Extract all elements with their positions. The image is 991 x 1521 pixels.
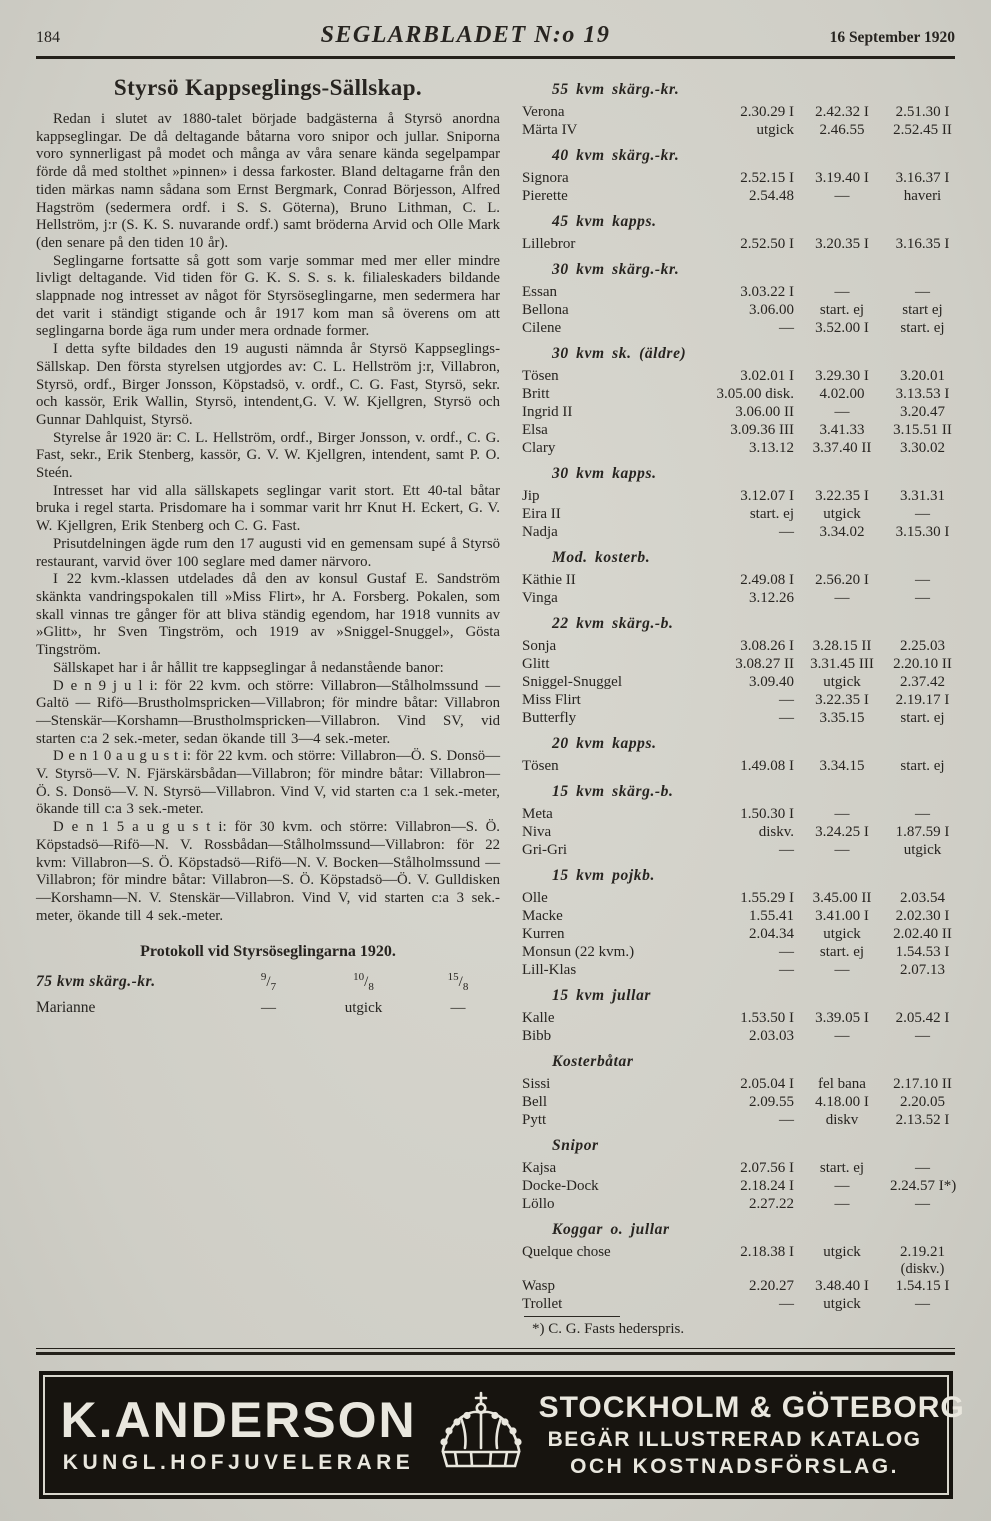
ad-company-subtitle: KUNGL.HOFJUVELERARE xyxy=(62,1451,415,1474)
crown-icon xyxy=(429,1390,533,1481)
boat-name: Käthie II xyxy=(522,572,576,588)
result-col3: 2.19.17 I xyxy=(895,692,950,708)
result-col1: 2.07.56 I xyxy=(740,1160,794,1176)
result-col2: — xyxy=(834,806,850,822)
section-heading: 30 kvm sk. (äldre) xyxy=(552,345,687,362)
result-row xyxy=(522,1177,955,1195)
result-col1: 2.20.27 xyxy=(749,1278,794,1294)
boat-name: Docke-Dock xyxy=(522,1178,599,1194)
footnote-rule xyxy=(524,1316,620,1317)
result-col3: — xyxy=(915,284,930,300)
result-col3: 2.24.57 I*) xyxy=(890,1178,957,1194)
ad-line2: BEGÄR ILLUSTRERAD KATALOG xyxy=(547,1428,922,1451)
page-header xyxy=(36,22,955,49)
result-col1: utgick xyxy=(756,122,794,138)
result-col1: 2.03.03 xyxy=(749,1028,794,1044)
paragraph: Sällskapet har i år hållit tre kappseglingar å nedanstående banor: xyxy=(53,659,444,676)
result-col3: 2.02.40 II xyxy=(893,926,952,942)
result-row xyxy=(522,319,955,337)
result-row xyxy=(522,691,955,709)
paragraph: I 22 kvm.-klassen utdelades då den av konsul Gustaf E. Sandström skänkta vandringspokalen till »Miss Flirt», hr A. Forsberg. Pokalen, som skall vinnas tre gånger för att bliva ständig egendom, har 1918 vunnits av »Glitt», hr Sven Tingström, och 1919 av »Sniggel-Snuggel», Gösta Tingström. xyxy=(36,571,500,659)
result-col3: — xyxy=(915,1296,930,1312)
result-col1: 3.13.12 xyxy=(749,440,794,456)
result-row xyxy=(522,961,955,979)
result-col1: 2.52.50 I xyxy=(740,236,794,252)
result-col3: 1.87.59 I xyxy=(895,824,950,840)
result-col1: — xyxy=(779,320,794,336)
result-col3: 3.16.35 I xyxy=(895,236,950,252)
result-col2: start. ej xyxy=(819,302,865,318)
result-col1: 2.52.15 I xyxy=(740,170,794,186)
boat-name: Niva xyxy=(522,824,552,840)
result-row xyxy=(522,103,955,121)
result-col1: 2.54.48 xyxy=(749,188,794,204)
result-row xyxy=(522,841,955,859)
boat-name: Eira II xyxy=(522,506,561,522)
result-col2: 4.18.00 I xyxy=(815,1094,869,1110)
result-col1: 2.09.55 xyxy=(749,1094,794,1110)
result-col2: 3.45.00 II xyxy=(812,890,872,906)
boat-name: Quelque chose xyxy=(522,1244,611,1260)
result-col1: 3.08.26 I xyxy=(740,638,794,654)
protokoll-date-col-1: $^9/_7$ xyxy=(260,971,277,994)
result-col3: 3.15.30 I xyxy=(895,524,950,540)
paragraph: Styrelse år 1920 är: C. L. Hellström, ordf., Birger Jonsson, v. ordf., C. G. Fast, sekr., Erik Stenberg, kassör, G. V. W. Kjellgren, intendent, samt P. O. Steén. xyxy=(36,429,500,482)
result-row xyxy=(522,505,955,523)
result-col2: — xyxy=(834,842,850,858)
result-col3: 1.54.15 I xyxy=(895,1278,950,1294)
boat-name: Kurren xyxy=(522,926,565,942)
masthead-title: SEGLARBLADET N:o 19 xyxy=(320,22,611,48)
result-col2: 3.24.25 I xyxy=(815,824,869,840)
result-col2: 3.31.45 III xyxy=(810,656,874,672)
paragraph: D e n 1 0 a u g u s t i: för 22 kvm. och större: Villabron—Ö. S. Donsö—V. Styrsö—V. N. Fjärskärsbådan—Villabron; för mindre båtar: Villabron—Ö. S. Donsö—V. N. Styrsö—Villabron. Vind V, vid starten c:a 1 sek.-meter, ökande till c:a 3 sek.-meter. xyxy=(36,748,500,818)
result-row xyxy=(522,169,955,187)
result-col2: utgick xyxy=(823,926,861,942)
result-row xyxy=(522,571,955,589)
result-col2: utgick xyxy=(823,1244,861,1260)
date-numerator: 10 xyxy=(353,971,365,984)
result-col1: 3.02.01 I xyxy=(740,368,794,384)
result-col2: — xyxy=(834,590,850,606)
result-col3: utgick xyxy=(903,842,942,858)
boat-name: Tösen xyxy=(522,758,559,774)
section-heading: 40 kvm skärg.-kr. xyxy=(552,147,680,164)
result-col1: — xyxy=(779,710,794,726)
result-row xyxy=(522,1093,955,1111)
boat-name: Gri-Gri xyxy=(522,842,567,858)
result-col3: 2.51.30 I xyxy=(895,104,950,120)
jeweler-ad-banner xyxy=(39,1371,965,1499)
result-col3: 3.20.47 xyxy=(900,404,945,420)
boat-name: Jip xyxy=(522,488,540,504)
result-col3: haveri xyxy=(903,188,942,204)
result-col3: 3.15.51 II xyxy=(893,422,952,438)
result-col1: — xyxy=(779,524,794,540)
bottom-rule-thin xyxy=(36,1348,955,1349)
result-row xyxy=(522,187,955,205)
result-row xyxy=(522,487,955,505)
result-col1: 3.12.07 I xyxy=(740,488,794,504)
result-col2: start. ej xyxy=(819,944,865,960)
boat-name: Marianne xyxy=(36,999,96,1017)
boat-name: Elsa xyxy=(522,422,548,438)
result-col2: — xyxy=(834,1196,850,1212)
boat-name: Clary xyxy=(522,440,556,456)
article-title: Styrsö Kappseglings-Sällskap. xyxy=(113,75,423,100)
result-col3: 2.25.03 xyxy=(900,638,945,654)
result-row xyxy=(522,1009,955,1027)
result-col2: — xyxy=(834,1178,850,1194)
result-row xyxy=(522,889,955,907)
result-col1: — xyxy=(779,842,794,858)
result-col3: start. ej xyxy=(900,710,945,726)
result-col1: 1.55.41 xyxy=(749,908,794,924)
result-col2: 2.42.32 I xyxy=(815,104,869,120)
boat-name: Pytt xyxy=(522,1112,547,1128)
boat-name: Bell xyxy=(522,1094,547,1110)
result-col3: 3.20.01 xyxy=(900,368,945,384)
result-col1: 3.06.00 II xyxy=(735,404,794,420)
boat-name: Macke xyxy=(522,908,563,924)
boat-name: Kajsa xyxy=(522,1160,557,1176)
paragraph: Redan i slutet av 1880-talet började badgästerna å Styrsö anordna kappseglingar. De då deltagande båtarna voro snipor och jullar. Sniporna voro synnerligast på modet och många av våra senare kända segelpampar förde då med stolthet »pinnen» i dessa farkoster. Bland deltagarne från den tiden märkas namn sådana som Ernst Bergmark, Conrad Börjesson, Alfred Hagström (sedermera ordf. i S. S. Göterna), Bruno Lithman, C. L. Hellström, j:r (S. K. S. nuvarande ordf.) samt bröderna Arvid och Olle Mark (den senare på den tiden 10 år). xyxy=(36,111,500,251)
result-col1: 1.55.29 I xyxy=(740,890,794,906)
results-footnote: *) C. G. Fasts hederspris. xyxy=(532,1321,685,1337)
result-row xyxy=(522,805,955,823)
result-col1: 3.06.00 xyxy=(749,302,794,318)
result-col3: 2.05.42 I xyxy=(895,1010,950,1026)
protokoll-date-col-3: $^{15}/_8$ xyxy=(447,971,469,994)
result-row xyxy=(522,907,955,925)
section-heading: 30 kvm kapps. xyxy=(552,465,657,482)
boat-name: Sissi xyxy=(522,1076,551,1092)
date-numerator: 9 xyxy=(260,971,267,984)
result-col2: 3.20.35 I xyxy=(815,236,869,252)
section-heading: 15 kvm skärg.-b. xyxy=(552,783,674,800)
result-row xyxy=(522,1027,955,1045)
result-col2: 3.29.30 I xyxy=(815,368,869,384)
result-col3: start. ej xyxy=(900,320,945,336)
result-col1: 3.08.27 II xyxy=(735,656,794,672)
boat-name: Verona xyxy=(522,104,565,120)
boat-name: Bellona xyxy=(522,302,569,318)
result-col2: — xyxy=(834,188,850,204)
result-row xyxy=(522,439,955,457)
result-row xyxy=(522,757,955,775)
result-col3: 3.31.31 xyxy=(900,488,945,504)
result-col3: — xyxy=(915,506,930,522)
protokoll-heading: Protokoll vid Styrsöseglingarna 1920. xyxy=(140,943,396,961)
result-col3: 2.02.30 I xyxy=(895,908,950,924)
result-row xyxy=(522,1243,955,1277)
result-col2: — xyxy=(834,1028,850,1044)
result-row xyxy=(522,1295,955,1313)
result-row xyxy=(522,1111,955,1129)
results-column xyxy=(522,71,955,1338)
result-row xyxy=(522,1195,955,1213)
result-col1: diskv. xyxy=(758,824,794,840)
results-table xyxy=(522,81,955,1313)
result-row xyxy=(522,1075,955,1093)
boat-name: Butterfly xyxy=(522,710,577,726)
result-row xyxy=(522,385,955,403)
article-body xyxy=(36,111,500,925)
result-col3: 2.03.54 xyxy=(900,890,945,906)
result-row xyxy=(522,655,955,673)
result-col1: 2.49.08 I xyxy=(740,572,794,588)
paragraph: D e n 1 5 a u g u s t i: för 30 kvm. och större: Villabron—S. Ö. Köpstadsö—Rifö—N. V. Rossbådan—Stålholmssund—Villabron: för 22 kvm: Villabron—S. Ö. Köpstadsö—Rifö—N. V. Bocken—Stålholmssund —Villabron; för mindre båtar: Villabron—S. Ö. Köpstadsö—Ö. V. Gulldisken—Korshamn—N. V. Stenskär—Villabron. Vind V, vid starten c:a 3 sek.-meter, ökande till 4 sek.-meter. xyxy=(36,819,500,924)
section-heading: 55 kvm skärg.-kr. xyxy=(552,81,680,98)
boat-name: Cilene xyxy=(522,320,562,336)
result-col2: 3.37.40 II xyxy=(812,440,872,456)
result-col3: — xyxy=(915,590,930,606)
protokoll-section xyxy=(36,943,500,1017)
result-col1: 3.12.26 xyxy=(749,590,794,606)
section-heading: Mod. kosterb. xyxy=(552,549,651,566)
result-col3: 2.17.10 II xyxy=(893,1076,952,1092)
result-col2: 2.56.20 I xyxy=(815,572,869,588)
result-col1: 1.53.50 I xyxy=(740,1010,794,1026)
section-heading: 45 kvm kapps. xyxy=(552,213,657,230)
paragraph: D e n 9 j u l i: för 22 kvm. och större: Villabron—Stålholmssund — Galtö — Rifö—Brustholmspricken—Villabron; för mindre båtar: Villabron—Stenskär—Korshamn—Brustholmspricken—Villabron. Vind SV, vid starten c:a 2 sek.-meter, sedan ökande till 3—4 sek.-meter. xyxy=(36,677,500,747)
result-col3: — xyxy=(915,806,930,822)
bottom-rule-thick xyxy=(36,1352,955,1355)
issue-date: 16 September 1920 xyxy=(829,29,955,46)
result-row xyxy=(522,367,955,385)
date-denominator: 7 xyxy=(270,981,277,994)
paragraph: Seglingarne fortsatte så gott som varje sommar med mer eller mindre livligt deltagande. Vid tiden för G. K. S. S. s. k. filialeskaders bildande slappnade nog intresset av något för Styrsöseglingarne, men sedermera har det varit i ständigt stigande och år 1917 kom man så överens om att seglingarna borde äga rum under mera ordnade former. xyxy=(36,252,500,340)
boat-name: Wasp xyxy=(522,1278,555,1294)
result-col2: start. ej xyxy=(819,1160,865,1176)
result-col3: 2.20.10 II xyxy=(893,656,952,672)
result-col1: 2.18.38 I xyxy=(740,1244,794,1260)
result-col2: 3.22.35 I xyxy=(815,488,869,504)
ad-right-block xyxy=(538,1391,965,1479)
boat-name: Lill-Klas xyxy=(522,962,577,978)
result-col2: 3.41.33 xyxy=(819,422,865,438)
result-col2: utgick xyxy=(823,506,861,522)
result-col3-note: (diskv.) xyxy=(900,1261,945,1277)
result-col3: 2.07.13 xyxy=(900,962,945,978)
section-heading: Kosterbåtar xyxy=(552,1053,634,1070)
result-row xyxy=(522,673,955,691)
result-row xyxy=(522,943,955,961)
section-heading: 30 kvm skärg.-kr. xyxy=(552,261,680,278)
result-col1: 2.27.22 xyxy=(749,1196,794,1212)
boat-name: Sonja xyxy=(522,638,557,654)
boat-name: Pierette xyxy=(522,188,568,204)
date-denominator: 8 xyxy=(368,981,374,994)
result-col3: — xyxy=(915,572,930,588)
result-col2: 3.28.15 II xyxy=(812,638,872,654)
result-row xyxy=(522,523,955,541)
result-col1: 3.09.36 III xyxy=(730,422,794,438)
boat-name: Kalle xyxy=(522,1010,555,1026)
result-col2: utgick xyxy=(344,1000,383,1017)
boat-name: Ingrid II xyxy=(522,404,573,420)
result-col2: fel bana xyxy=(818,1076,866,1092)
result-col3: 3.13.53 I xyxy=(895,386,950,402)
result-col1: 2.04.34 xyxy=(749,926,794,942)
ad-company-name: K.ANDERSON xyxy=(60,1392,417,1448)
paragraph: Prisutdelningen ägde rum den 17 augusti vid en gemensam supé å Styrsö restaurant, varvid över 100 seglare med damer närvoro. xyxy=(36,535,500,570)
result-row xyxy=(522,1159,955,1177)
boat-name: Löllo xyxy=(522,1196,555,1212)
boat-name: Olle xyxy=(522,890,548,906)
result-row xyxy=(522,925,955,943)
result-col3: 2.20.05 xyxy=(900,1094,945,1110)
result-col2: 3.22.35 I xyxy=(815,692,869,708)
boat-name: Sniggel-Snuggel xyxy=(522,674,622,690)
result-col2: 3.19.40 I xyxy=(815,170,869,186)
result-col2: 3.39.05 I xyxy=(815,1010,869,1026)
result-col3: 3.16.37 I xyxy=(895,170,950,186)
result-col2: 3.34.02 xyxy=(819,524,865,540)
ad-left-block xyxy=(60,1392,417,1475)
section-heading: 20 kvm kapps. xyxy=(552,735,657,752)
result-col2: 3.34.15 xyxy=(819,758,865,774)
result-col3: — xyxy=(450,1000,466,1017)
result-col3: 2.37.42 xyxy=(900,674,945,690)
result-col2: — xyxy=(834,284,850,300)
result-col3: start ej xyxy=(902,302,943,318)
result-row xyxy=(522,1277,955,1295)
result-col3: start. ej xyxy=(900,758,945,774)
protokoll-class-label: 75 kvm skärg.-kr. xyxy=(36,973,156,991)
result-row xyxy=(522,421,955,439)
result-row xyxy=(522,709,955,727)
result-col1: 2.30.29 I xyxy=(740,104,794,120)
boat-name: Glitt xyxy=(522,656,550,672)
result-row xyxy=(522,589,955,607)
date-numerator: 15 xyxy=(447,971,459,984)
result-row xyxy=(522,235,955,253)
result-row xyxy=(522,637,955,655)
result-col2: 3.48.40 I xyxy=(815,1278,869,1294)
result-col1: 2.18.24 I xyxy=(740,1178,794,1194)
result-col3: 2.19.21 (diskv.) xyxy=(890,1243,955,1277)
boat-name: Monsun (22 kvm.) xyxy=(522,944,635,960)
boat-name: Trollet xyxy=(522,1296,563,1312)
boat-name: Vinga xyxy=(522,590,558,606)
result-col1: 3.05.00 disk. xyxy=(716,386,794,402)
result-col3: — xyxy=(915,1160,930,1176)
section-heading: Koggar o. jullar xyxy=(552,1221,670,1238)
boat-name: Britt xyxy=(522,386,550,402)
protokoll-result-row xyxy=(36,999,500,1017)
result-col1: — xyxy=(779,692,794,708)
protokoll-header-row xyxy=(36,971,500,993)
ad-cities: STOCKHOLM & GÖTEBORG xyxy=(538,1391,965,1424)
result-col1: — xyxy=(779,944,794,960)
section-heading: 22 kvm skärg.-b. xyxy=(552,615,674,632)
result-col1: 2.05.04 I xyxy=(740,1076,794,1092)
boat-name: Nadja xyxy=(522,524,558,540)
result-col1: — xyxy=(779,1112,794,1128)
boat-name: Lillebror xyxy=(522,236,576,252)
result-col3: 2.52.45 II xyxy=(893,122,952,138)
result-col2: 3.52.00 I xyxy=(815,320,869,336)
result-col1: — xyxy=(261,1000,276,1017)
boat-name: Meta xyxy=(522,806,553,822)
result-col1: 3.09.40 xyxy=(749,674,794,690)
result-col2: 3.35.15 xyxy=(819,710,865,726)
section-heading: Snipor xyxy=(552,1137,599,1154)
boat-name: Miss Flirt xyxy=(522,692,581,708)
result-col2: utgick xyxy=(823,1296,861,1312)
result-col1: — xyxy=(779,962,794,978)
boat-name: Bibb xyxy=(522,1028,552,1044)
result-col1: 1.50.30 I xyxy=(740,806,794,822)
result-row xyxy=(522,823,955,841)
result-col2: diskv xyxy=(825,1112,859,1128)
result-col2: utgick xyxy=(823,674,861,690)
result-col3: — xyxy=(915,1028,930,1044)
header-rule xyxy=(36,56,955,59)
result-col2: — xyxy=(834,962,850,978)
boat-name: Märta IV xyxy=(522,122,578,138)
result-col3: 1.54.53 I xyxy=(895,944,950,960)
result-col1: 1.49.08 I xyxy=(740,758,794,774)
result-col2: 2.46.55 xyxy=(819,122,865,138)
boat-name: Signora xyxy=(522,170,569,186)
page-number: 184 xyxy=(36,29,60,46)
paragraph: Intresset har vid alla sällskapets seglingar varit stort. Ett 40-tal båtar bruka i regel starta. Prisdomare ha i sommar varit hrr Knut H. Eckert, G. V. W. Kjellgren, Erik Stenberg och C. G. Fast. xyxy=(36,482,500,535)
result-col3: 2.13.52 I xyxy=(895,1112,950,1128)
result-col3: 3.30.02 xyxy=(900,440,945,456)
date-denominator: 8 xyxy=(462,981,469,994)
section-heading: 15 kvm pojkb. xyxy=(552,867,655,884)
content-columns xyxy=(36,71,955,1338)
result-col1: — xyxy=(779,1296,794,1312)
result-row xyxy=(522,121,955,139)
result-col2: 4.02.00 xyxy=(819,386,865,402)
paragraph: I detta syfte bildades den 19 augusti nämnda år Styrsö Kappseglings-Sällskap. Den första styrelsen utgjordes av: C. L. Hellström j:r, Villabron, Styrsö, ordf., Birger Jonsson, Köpstadsö, v. ordf., C. G. Fast, Styrsö, sekr. och kassör, Erik Wallin, Styrsö, intendent,G. V. W. Kjellgren, Styrsö och Gunnar Dahlquist, Styrsö. xyxy=(36,341,500,428)
result-col1: start. ej xyxy=(749,506,794,522)
result-col2: — xyxy=(834,404,850,420)
result-row xyxy=(522,403,955,421)
boat-name: Essan xyxy=(522,284,557,300)
article-column xyxy=(36,71,500,1338)
boat-name: Tösen xyxy=(522,368,559,384)
result-row xyxy=(522,283,955,301)
result-col2: 3.41.00 I xyxy=(815,908,869,924)
section-heading: 15 kvm jullar xyxy=(552,987,652,1004)
ad-line3: OCH KOSTNADSFÖRSLAG. xyxy=(570,1455,899,1478)
result-row xyxy=(522,301,955,319)
result-col1: 3.03.22 I xyxy=(740,284,794,300)
protokoll-date-col-2: $^{10}/_8$ xyxy=(353,971,374,994)
result-col3: — xyxy=(915,1196,930,1212)
